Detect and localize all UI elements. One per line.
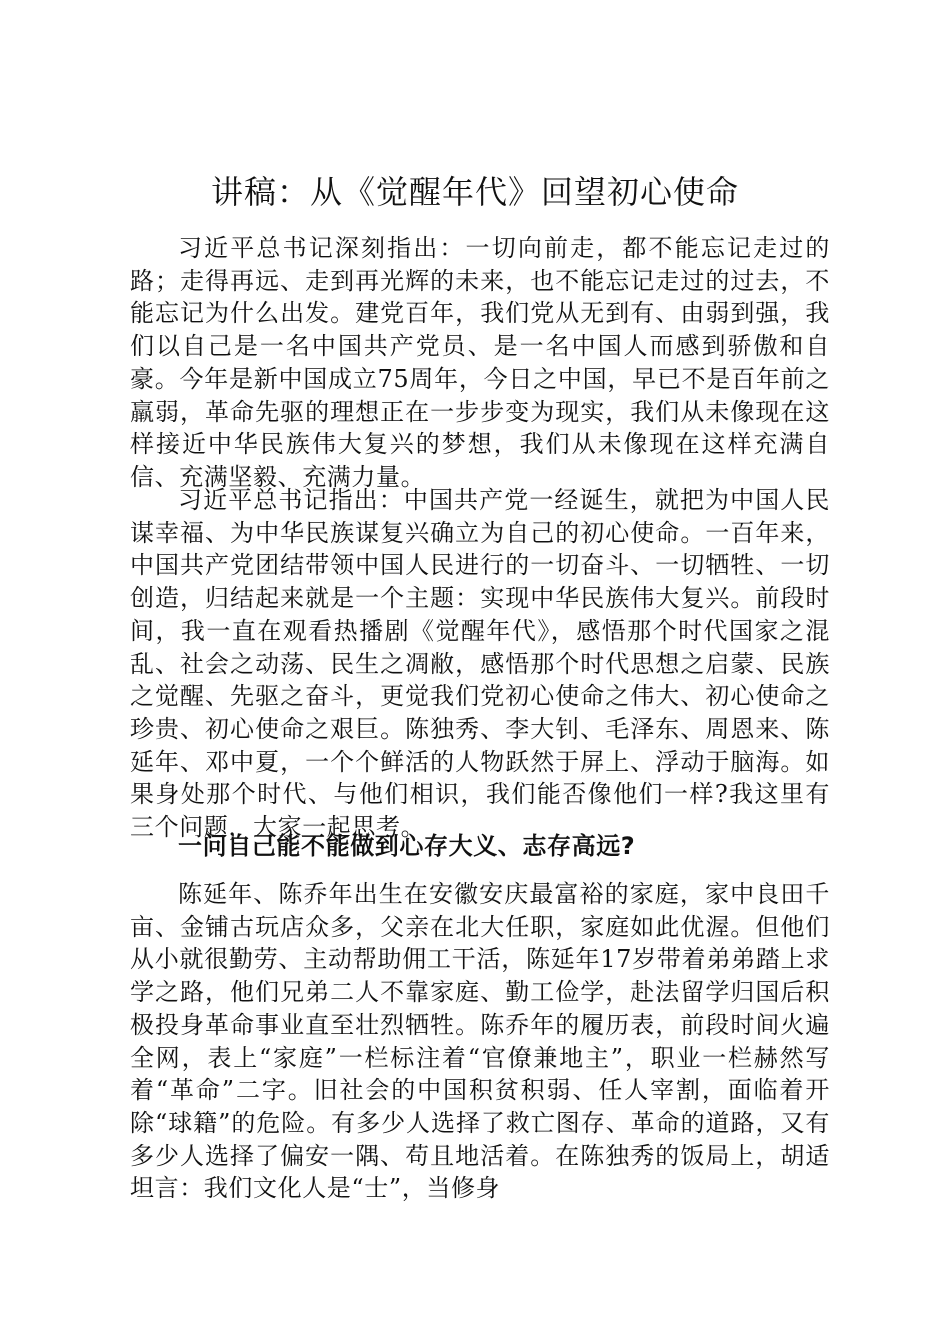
- body-paragraph-2: 习近平总书记指出：中国共产党一经诞生，就把为中国人民谋幸福、为中华民族谋复兴确立为自己的初心使命。一百年来，中国共产党团结带领中国人民进行的一切奋斗、一切牺牲、一切创造，归结起来就是一个主题：实现中华民族伟大复兴。前段时间，我一直在观看热播剧《觉醒年代》，感悟那个时代国家之混乱、社会之动荡、民生之凋敝，感悟那个时代思想之启蒙、民族之觉醒、先驱之奋斗，更觉我们党初心使命之伟大、初心使命之珍贵、初心使命之艰巨。陈独秀、李大钊、毛泽东、周恩来、陈延年、邓中夏，一个个鲜活的人物跃然于屏上、浮动于脑海。如果身处那个时代、与他们相识，我们能否像他们一样?我这里有三个问题，大家一起思考。: [130, 486, 830, 842]
- body-paragraph-1: 习近平总书记深刻指出：一切向前走，都不能忘记走过的路；走得再远、走到再光辉的未来，也不能忘记走过的过去，不能忘记为什么出发。建党百年，我们党从无到有、由弱到强，我们以自己是一名中国共产党员、是一名中国人而感到骄傲和自豪。今年是新中国成立75周年，今日之中国，早已不是百年前之羸弱，革命先驱的理想正在一步步变为现实，我们从未像现在这样接近中华民族伟大复兴的梦想，我们从未像现在这样充满自信、充满坚毅、充满力量。: [130, 234, 830, 491]
- document-title: 讲稿：从《觉醒年代》回望初心使命: [210, 173, 739, 211]
- section-paragraph: 陈延年、陈乔年出生在安徽安庆最富裕的家庭，家中良田千亩、金铺古玩店众多，父亲在北大任职，家庭如此优渥。但他们从小就很勤劳、主动帮助佣工干活，陈延年17岁带着弟弟踏上求学之路，他们兄弟二人不靠家庭、勤工俭学，赴法留学归国后积极投身革命事业直至壮烈牺牲。陈乔年的履历表，前段时间火遍全网，表上“家庭”一栏标注着“官僚兼地主”，职业一栏赫然写着“革命”二字。旧社会的中国积贫积弱、任人宰割，面临着开除“球籍”的危险。有多少人选择了救亡图存、革命的道路，又有多少人选择了偏安一隅、苟且地活着。在陈独秀的饭局上，胡适坦言：我们文化人是“士”，当修身: [130, 880, 830, 1203]
- section-heading: 一问自己能不能做到心存大义、志存高远?: [178, 832, 636, 860]
